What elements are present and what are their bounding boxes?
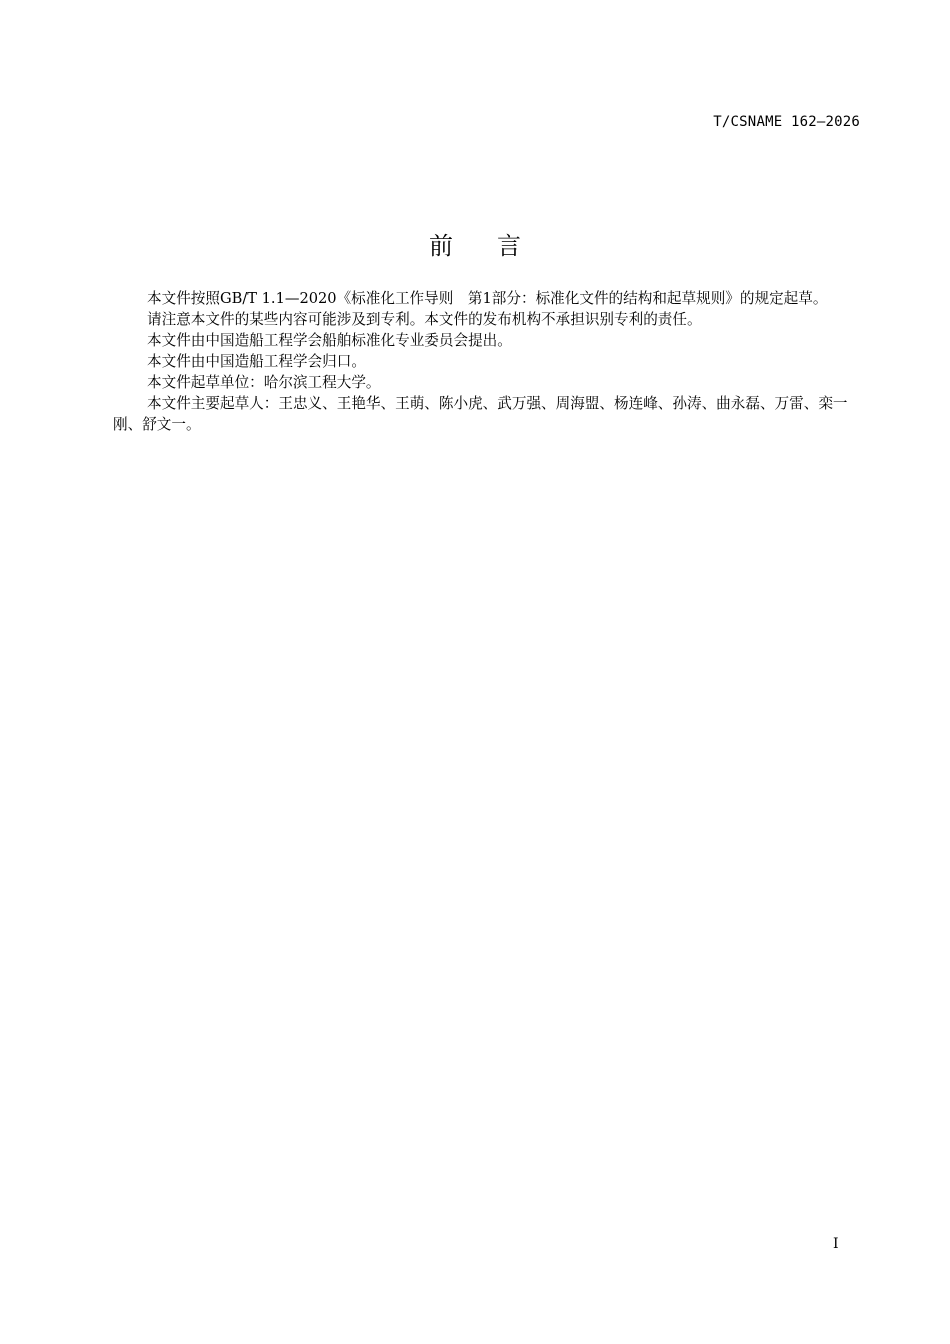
paragraph-proposed-by: 本文件由中国造船工程学会船舶标准化专业委员会提出。 bbox=[147, 332, 512, 349]
page-number: I bbox=[833, 1236, 839, 1252]
paragraph-drafting-organization: 本文件起草单位：哈尔滨工程大学。 bbox=[147, 374, 381, 391]
paragraph-drafters: 本文件主要起草人：王忠义、王艳华、王萌、陈小虎、武万强、周海盟、杨连峰、孙涛、曲永磊、万雷、栾一刚、舒文一。 bbox=[113, 395, 848, 433]
paragraph-patent-notice: 请注意本文件的某些内容可能涉及到专利。本文件的发布机构不承担识别专利的责任。 bbox=[147, 311, 702, 328]
page-title: 前言 bbox=[429, 232, 565, 260]
paragraph-administered-by: 本文件由中国造船工程学会归口。 bbox=[147, 353, 366, 370]
document-code: T/CSNAME 162—2026 bbox=[713, 114, 860, 130]
foreword-body bbox=[113, 288, 861, 435]
paragraph-drafting-rules: 本文件按照GB/T 1.1—2020《标准化工作导则 第1部分：标准化文件的结构和起草规则》的规定起草。 bbox=[147, 290, 828, 307]
